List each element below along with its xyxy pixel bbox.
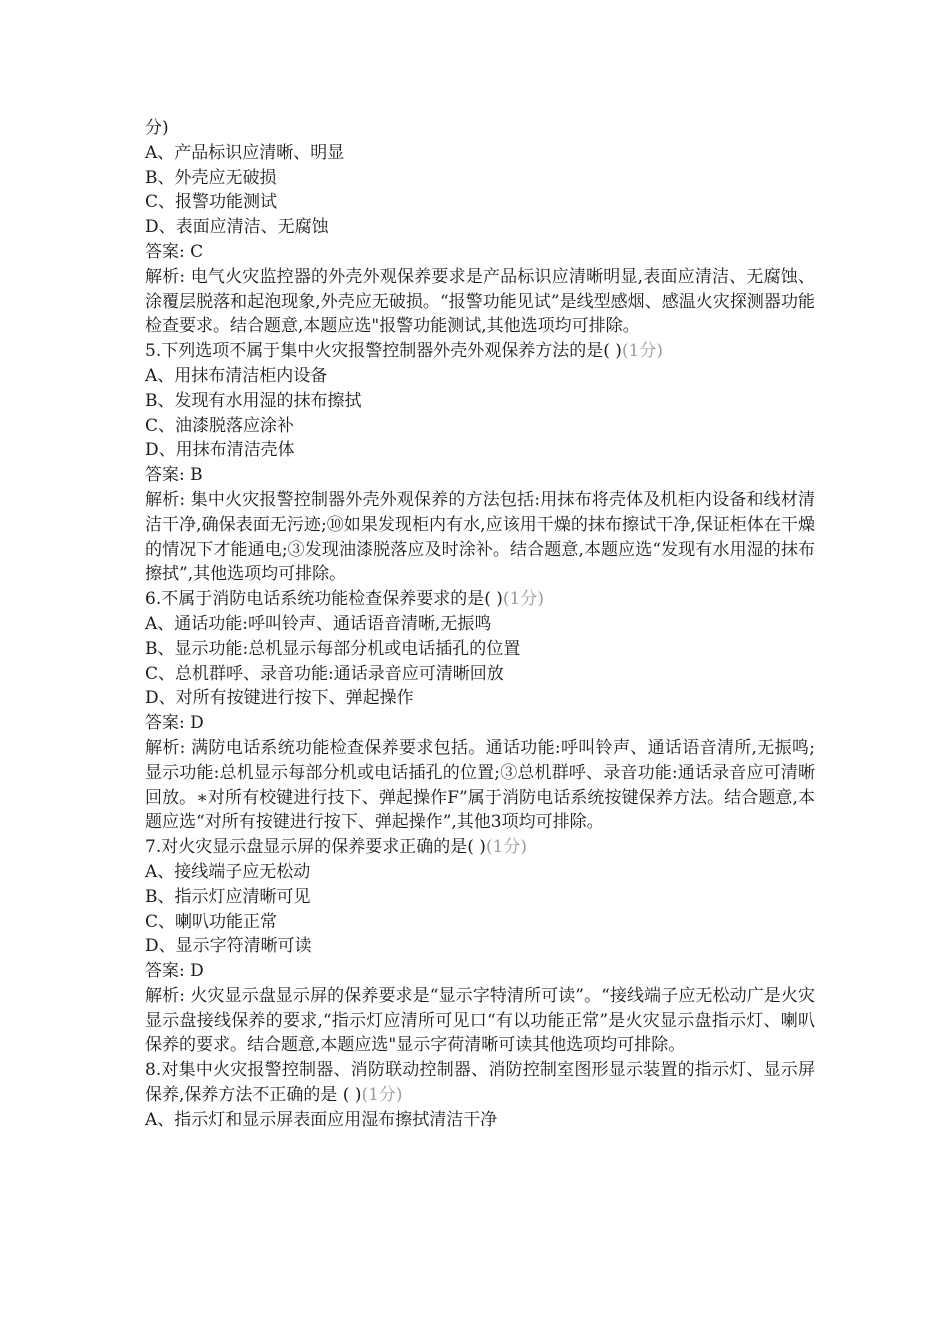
question-5-stem (145, 339, 815, 364)
question-4-option-a: A、产品标识应清晰、明显 (145, 142, 345, 163)
question-7-stem (145, 835, 815, 860)
question-4-analysis: 解析: 电气火灾监控器的外壳外观保养要求是产品标识应清晰明显,表面应清洁、无腐蚀、涂覆层脱落和起泡现象,外壳应无破损。“报警功能见试”是线型感烟、感温火灾探测器功能检查要求。结合题意,本题应选"报警功能测试,其他选项均可排除。 (145, 266, 815, 337)
question-4-option-c: C、报警功能测试 (145, 192, 278, 213)
question-6-option-c: C、总机群呼、录音功能:通话录音应可清晰回放 (145, 663, 504, 684)
question-8-option-a: A、指示灯和显示屏表面应用湿布擦拭清洁干净 (145, 1109, 498, 1130)
question-8-stem (145, 1058, 815, 1108)
question-6-option-d: D、对所有按键进行按下、弹起操作 (145, 688, 414, 709)
question-4-option-b: B、外壳应无破损 (145, 167, 277, 188)
question-6-stem-text: 6.不属于消防电话系统功能检查保养要求的是( ) (145, 589, 503, 610)
question-6-stem (145, 587, 815, 612)
question-5-stem-text: 5.下列选项不属于集中火灾报警控制器外壳外观保养方法的是( ) (145, 341, 622, 362)
question-5-option-c: C、油漆脱落应涂补 (145, 415, 295, 436)
question-5-analysis: 解析: 集中火灾报警控制器外壳外观保养的方法包括:用抹布将壳体及机柜内设备和线材清洁干净,确保表面无污迹;⑩如果发现柜内有水,应该用干燥的抹布擦试干净,保证柜体在干燥的情况下才能通电;③发现油漆脱落应及时涂补。结合题意,本题应选“发现有水用湿的抹布擦拭”,其他选项均可排除。 (145, 489, 815, 585)
question-7-option-b: B、指示灯应清晰可见 (145, 886, 311, 907)
question-7-analysis: 解析: 火灾显示盘显示屏的保养要求是“显示字特清所可读”。“接线端子应无松动广是火灾显示盘接线保养的要求,“指示灯应清所可见口“有以功能正常”是火灾显示盘指示灯、喇叭保养的要求。结合题意,本题应选"显示字荷清晰可读其他选项均可排除。 (145, 985, 815, 1056)
question-7-option-a: A、接线端子应无松动 (145, 861, 311, 882)
question-7-answer: 答案: D (145, 961, 204, 982)
question-4-answer: 答案: C (145, 241, 204, 262)
question-6-option-a: A、通话功能:呼叫铃声、通话语音清晰,无振鸣 (145, 613, 492, 634)
question-6-analysis: 解析: 满防电话系统功能检查保养要求包括。通话功能:呼叫铃声、通话语音清所,无振鸣;显示功能:总机显示每部分机或电话插孔的位置;③总机群呼、录音功能:通话录音应可清晰回放。∗对所有校键进行技下、弹起操作F”属于消防电话系统按键保养方法。结合题意,本题应选“对所有按键进行按下、弹起操作”,其他3项均可排除。 (145, 737, 815, 833)
question-5-option-d: D、用抹布清洁壳体 (145, 440, 295, 461)
question-5-option-a: A、用抹布清洁柜内设备 (145, 365, 328, 386)
question-5-answer: 答案: B (145, 465, 203, 486)
question-8-score: (1分) (361, 1085, 403, 1106)
question-7-stem-text: 7.对火灾显示盘显示屏的保养要求正确的是( ) (145, 837, 486, 858)
document-page (145, 116, 815, 1133)
question-7-option-c: C、喇叭功能正常 (145, 911, 278, 932)
question-6-answer: 答案: D (145, 713, 204, 734)
question-7-option-d: D、显示字符清晰可读 (145, 936, 312, 957)
question-5-score: (1分) (621, 341, 663, 362)
question-8-stem-text: 8.对集中火灾报警控制器、消防联动控制器、消防控制室图形显示装置的指示灯、显示屏保养,保养方法不正确的是 ( ) (145, 1060, 815, 1106)
question-4-option-d: D、表面应清洁、无腐蚀 (145, 217, 329, 238)
question-4-tail: 分) (145, 118, 169, 138)
question-7-score: (1分) (485, 837, 527, 858)
question-5-option-b: B、发现有水用湿的抹布擦拭 (145, 390, 362, 411)
question-6-score: (1分) (502, 589, 544, 610)
question-6-option-b: B、显示功能:总机显示每部分机或电话插孔的位置 (145, 638, 521, 659)
